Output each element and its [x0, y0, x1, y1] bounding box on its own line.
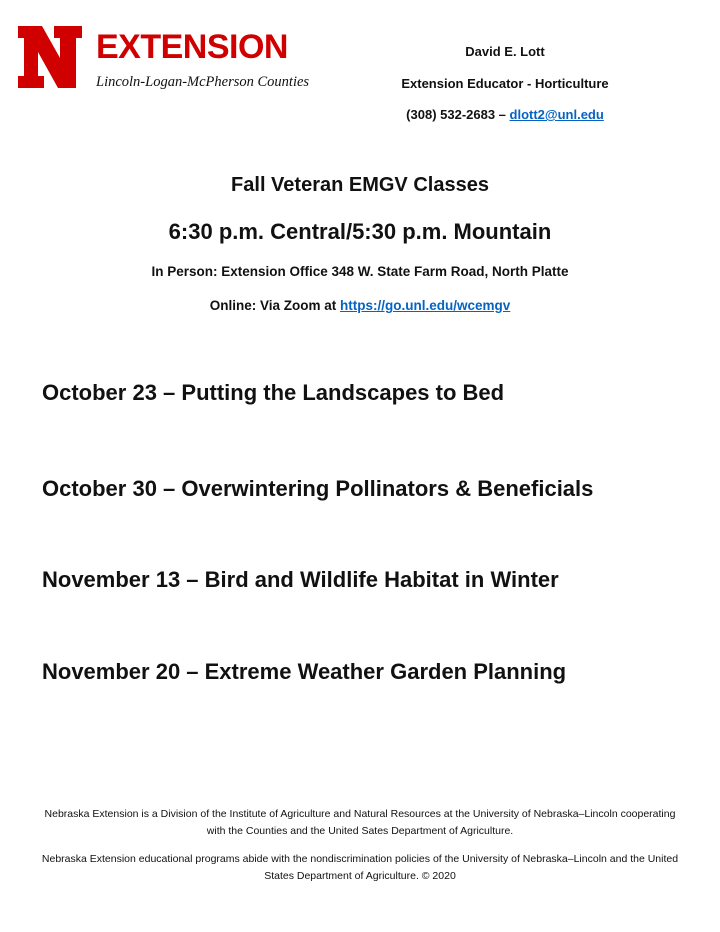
event-title: Fall Veteran EMGV Classes [231, 174, 489, 196]
zoom-link[interactable]: https://go.unl.edu/wcemgv [340, 298, 511, 313]
extension-wordmark: EXTENSION [96, 28, 288, 66]
session-item: November 13 – Bird and Wildlife Habitat in Winter [42, 567, 559, 592]
extension-logo [16, 24, 336, 96]
online-prefix: Online: Via Zoom at [209, 298, 340, 313]
footer-nondiscrimination: Nebraska Extension educational programs abide with the nondiscrimination policies of the University of Nebraska–Lincoln and the United States Department of Agriculture. © 2020 [41, 853, 679, 882]
session-item: November 20 – Extreme Weather Garden Planning [42, 659, 567, 684]
contact-name: David E. Lott [465, 44, 545, 59]
county-subtitle: Lincoln-Logan-McPherson Counties [96, 74, 310, 90]
event-location: In Person: Extension Office 348 W. State Farm Road, North Platte [151, 264, 569, 279]
event-time: 6:30 p.m. Central/5:30 p.m. Mountain [168, 219, 552, 244]
contact-phone-email [370, 108, 640, 121]
contact-phone: (308) 532-2683 – [406, 107, 510, 122]
nebraska-n-logo-icon [16, 24, 84, 90]
footer-statement: Nebraska Extension is a Division of the Institute of Agriculture and Natural Resources at the University of Nebraska–Lincoln cooperating with the Counties and the United Sates Department of Agriculture. [44, 808, 676, 837]
session-item: October 23 – Putting the Landscapes to Bed [42, 380, 505, 405]
event-online [0, 298, 720, 313]
session-item: October 30 – Overwintering Pollinators & Beneficials [42, 476, 594, 501]
contact-title: Extension Educator - Horticulture [401, 76, 609, 91]
contact-email-link[interactable]: dlott2@unl.edu [509, 107, 604, 122]
